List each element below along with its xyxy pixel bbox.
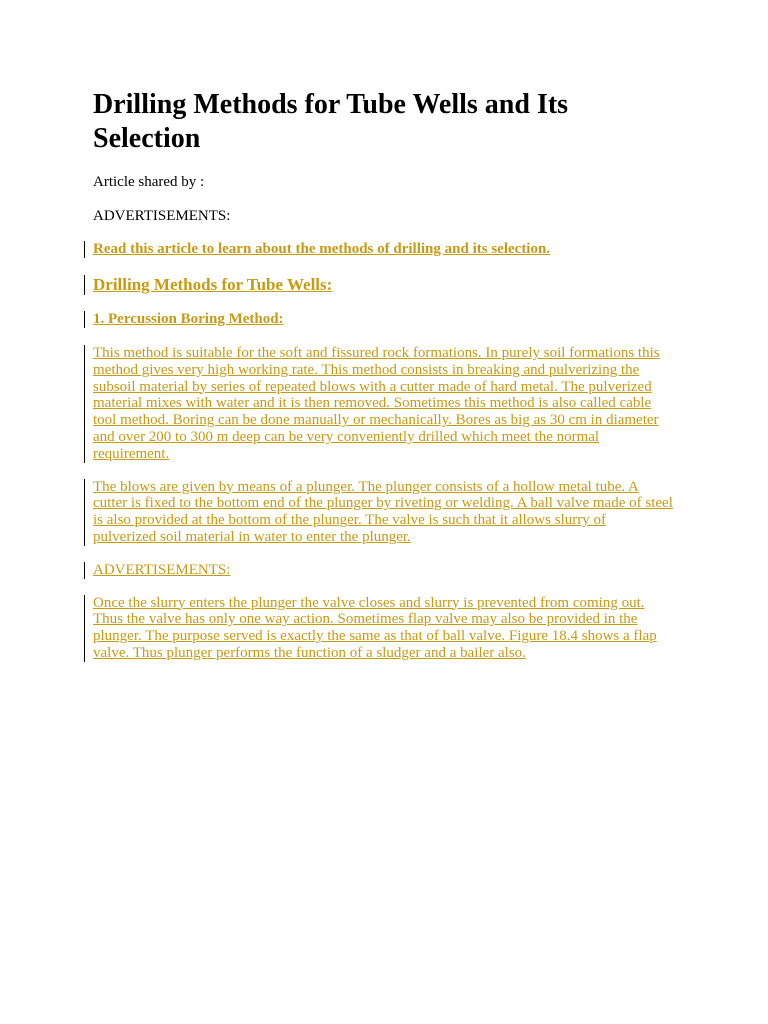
intro-link[interactable]: Read this article to learn about the methods of drilling and its selection. <box>93 241 551 257</box>
subsection-heading-block <box>93 311 673 328</box>
paragraph-link[interactable]: This method is suitable for the soft and fissured rock formations. In purely soil formations this method gives very high working rate. This method consists in breaking and pulverizing the subsoil material by series of repeated blows with a cutter made of hard metal. The pulverized material mixes with water and it is then removed. Sometimes this method is also called cable tool method. Boring can be done manually or mechanically. Bores as big as 30 cm in diameter and over 200 to 300 m deep can be very conveniently drilled which meet the normal requirement. <box>93 345 660 462</box>
paragraph-block <box>93 595 673 662</box>
paragraph-link[interactable]: Once the slurry enters the plunger the valve closes and slurry is prevented from coming out. Thus the valve has only one way action. Sometimes flap valve may also be provided in the plunger. The purpose served is exactly the same as that of ball valve. Figure 18.4 shows a flap valve. Thus plunger performs the function of a sludger and a bailer also. <box>93 594 657 661</box>
inline-advertisements-link[interactable]: ADVERTISEMENTS: <box>93 561 231 578</box>
advertisements-label: ADVERTISEMENTS: <box>93 208 231 224</box>
section-heading-link[interactable]: Drilling Methods for Tube Wells: <box>93 275 333 294</box>
paragraph-block <box>93 479 673 546</box>
subsection-heading-link[interactable]: 1. Percussion Boring Method: <box>93 311 284 327</box>
section-heading-block <box>93 275 673 295</box>
shared-by-line: Article shared by : <box>93 174 205 190</box>
paragraph-link[interactable]: The blows are given by means of a plunger. The plunger consists of a hollow metal tube. A cutter is fixed to the bottom end of the plunger by riveting or welding. A ball valve made of steel is also provided at the bottom of the plunger. The valve is such that it allows slurry of pulverized soil material in water to enter the plunger. <box>93 478 673 545</box>
inline-advertisements-block <box>93 562 673 579</box>
paragraph-block <box>93 345 673 463</box>
article <box>93 88 673 662</box>
intro-block <box>93 241 673 258</box>
page-title: Drilling Methods for Tube Wells and Its Selection <box>93 89 569 154</box>
